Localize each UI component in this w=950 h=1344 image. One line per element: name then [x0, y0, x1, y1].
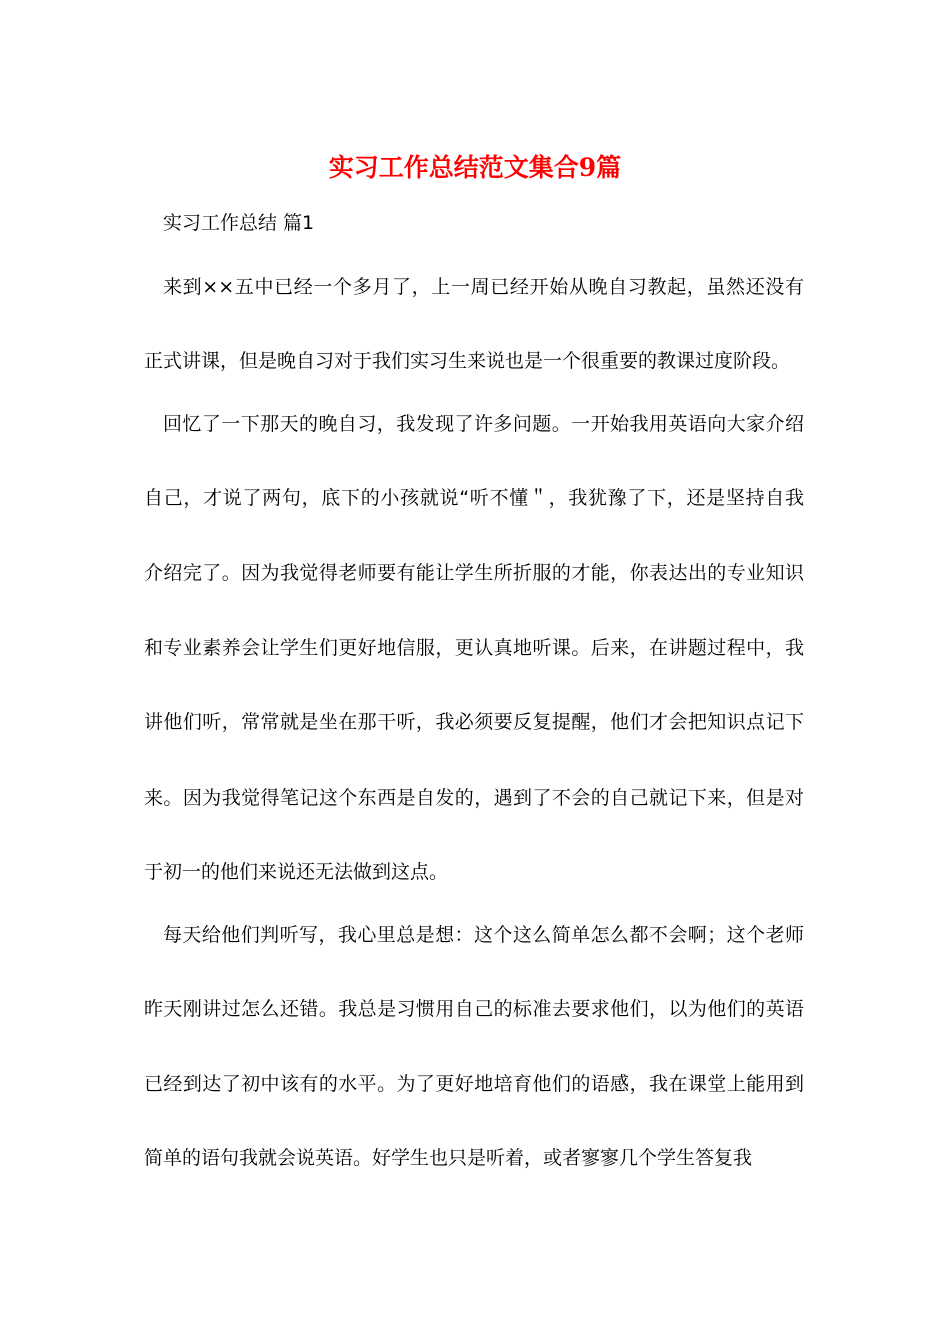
- paragraph-line: 和专业素养会让学生们更好地信服，更认真地听课。后来，在讲题过程中，我: [144, 637, 804, 659]
- document-title: 实习工作总结范文集合9篇: [328, 153, 622, 182]
- paragraph-line: 回忆了一下那天的晚自习，我发现了许多问题。一开始我用英语向大家介绍: [163, 413, 804, 435]
- paragraph-line: 已经到达了初中该有的水平。为了更好地培育他们的语感，我在课堂上能用到: [144, 1073, 804, 1095]
- paragraph-line: 于初一的他们来说还无法做到这点。: [144, 861, 449, 883]
- paragraph-line: 来到××五中已经一个多月了，上一周已经开始从晚自习教起，虽然还没有: [163, 276, 804, 298]
- paragraph-line: 正式讲课，但是晚自习对于我们实习生来说也是一个很重要的教课过度阶段。: [144, 350, 791, 372]
- paragraph-line: 介绍完了。因为我觉得老师要有能让学生所折服的才能，你表达出的专业知识: [144, 562, 804, 584]
- paragraph-line: 每天给他们判听写，我心里总是想：这个这么简单怎么都不会啊；这个老师: [163, 924, 804, 946]
- paragraph-line: 自己，才说了两句，底下的小孩就说“听不懂＂，我犹豫了下，还是坚持自我: [144, 487, 804, 509]
- paragraph-line: 昨天刚讲过怎么还错。我总是习惯用自己的标准去要求他们，以为他们的英语: [144, 998, 804, 1020]
- paragraph-line: 讲他们听，常常就是坐在那干听，我必须要反复提醒，他们才会把知识点记下: [144, 711, 804, 733]
- section-heading: 实习工作总结 篇1: [163, 212, 315, 234]
- paragraph-line: 来。因为我觉得笔记这个东西是自发的，遇到了不会的自己就记下来，但是对: [144, 787, 804, 809]
- paragraph-line: 简单的语句我就会说英语。好学生也只是听着，或者寥寥几个学生答复我: [144, 1147, 753, 1169]
